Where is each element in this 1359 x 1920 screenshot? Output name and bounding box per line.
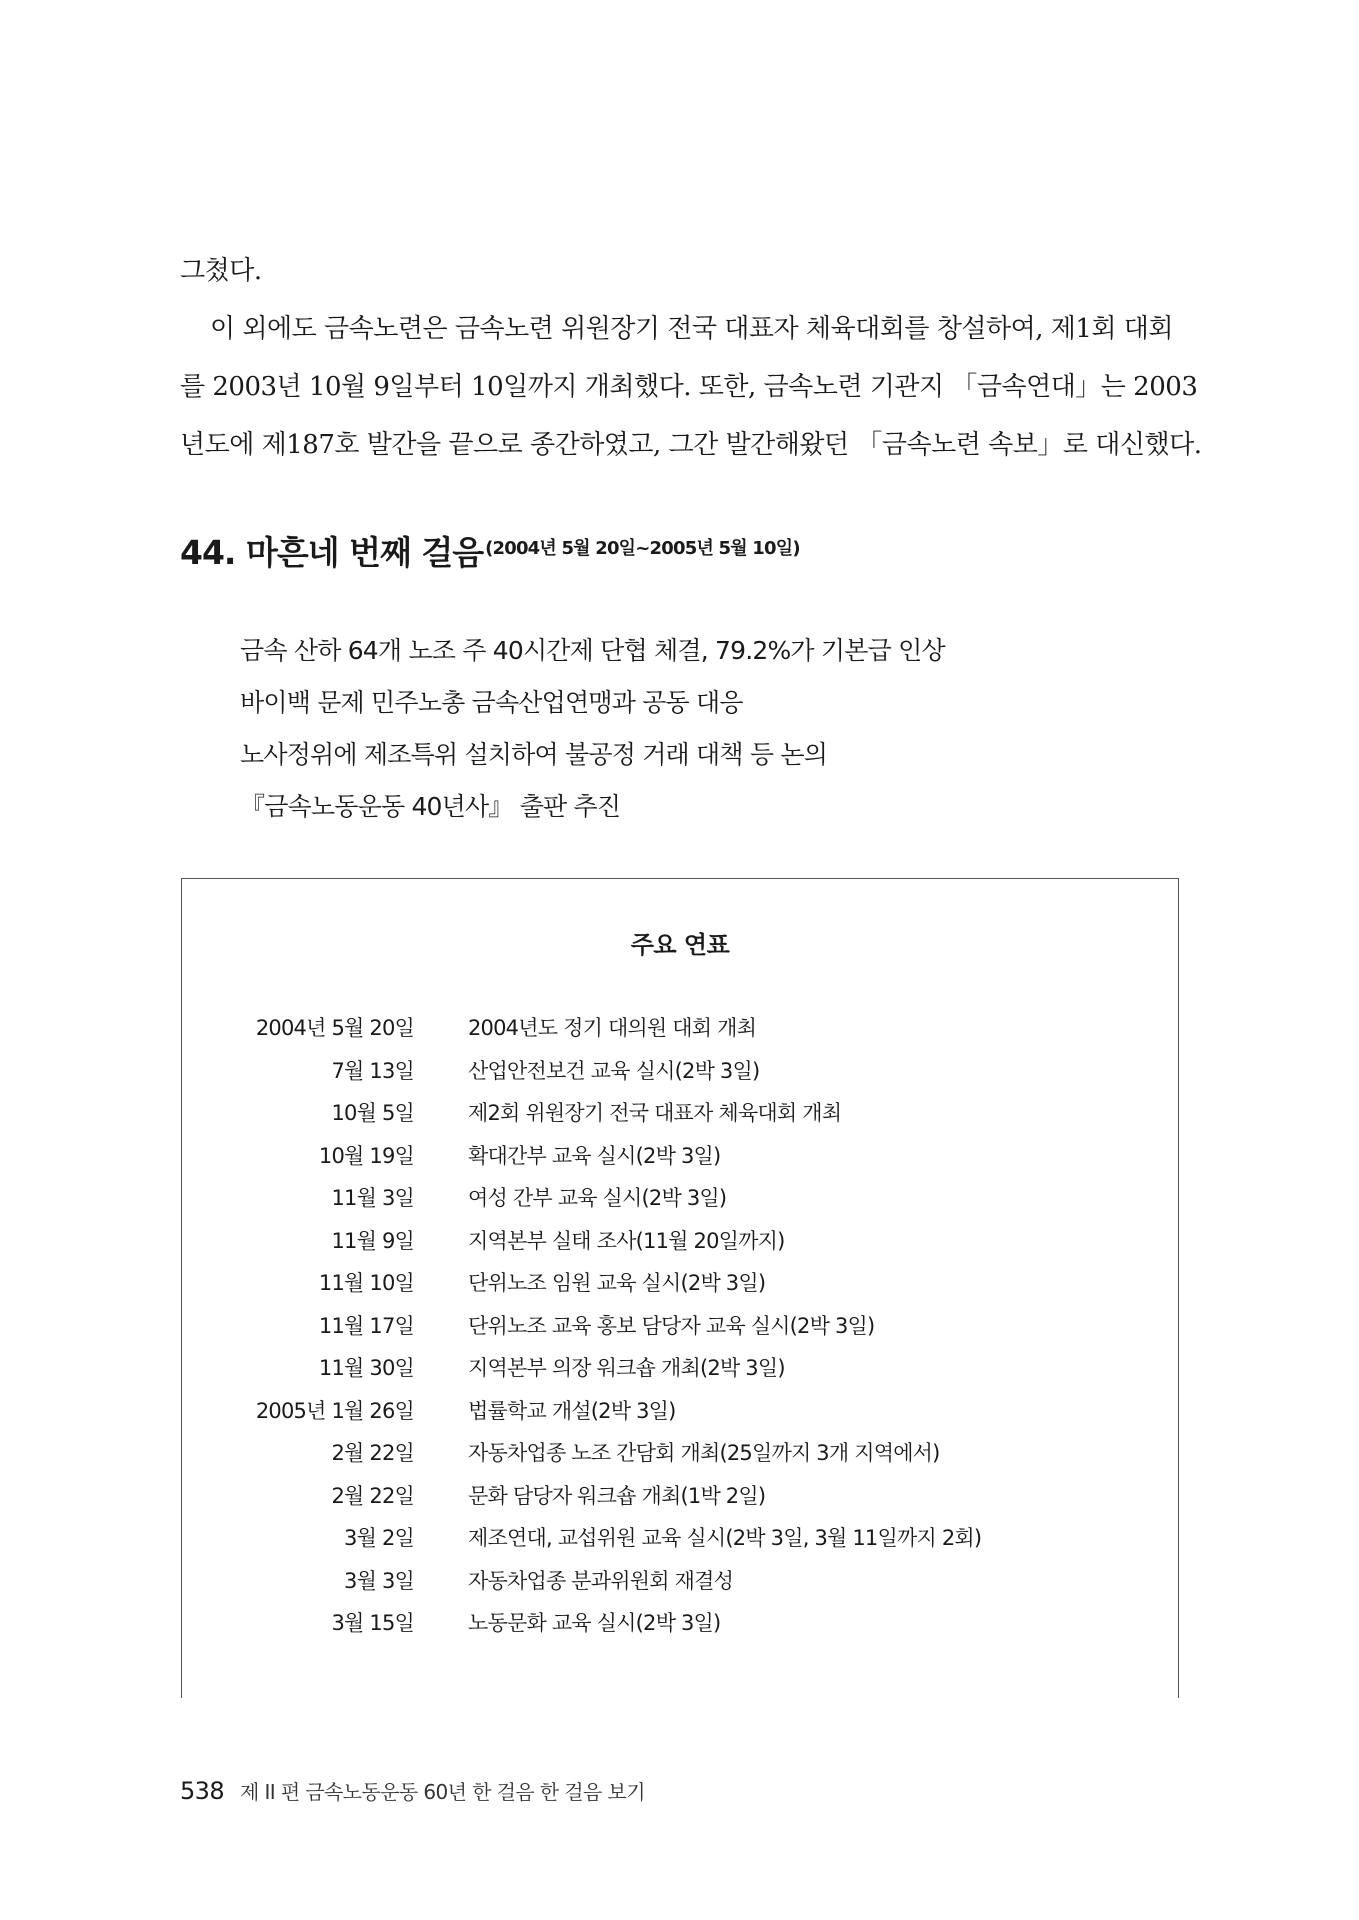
timeline-event: 산업안전보건 교육 실시(2박 3일) (468, 1058, 760, 1083)
timeline-event: 2004년도 정기 대의원 대회 개최 (468, 1016, 757, 1040)
timeline-event: 법률학교 개설(2박 3일) (468, 1398, 676, 1423)
timeline-row (182, 1220, 1178, 1263)
timeline-event: 단위노조 임원 교육 실시(2박 3일) (468, 1271, 766, 1295)
timeline-event: 노동문화 교육 실시(2박 3일) (468, 1611, 721, 1635)
paragraph-line: 를 2003년 10월 9일부터 10일까지 개최했다. 또한, 금속노련 기관지 「금속연대」는 2003 (180, 372, 1198, 402)
timeline-box (181, 878, 1179, 1698)
summary-list (240, 625, 945, 833)
timeline-event: 자동차업종 분과위원회 재결성 (468, 1568, 734, 1593)
timeline-row (182, 1475, 1178, 1518)
timeline-row (182, 1135, 1178, 1178)
body-paragraph (180, 242, 1202, 474)
timeline-date: 2004년 5월 20일 (255, 1016, 414, 1040)
timeline-event: 단위노조 교육 홍보 담당자 교육 실시(2박 3일) (468, 1313, 875, 1338)
timeline-row (182, 1432, 1178, 1475)
timeline-title: 주요 연표 (630, 931, 730, 959)
paragraph-line: 년도에 제187호 발간을 끝으로 종간하였고, 그간 발간해왔던 「금속노련 속보」로 대신했다. (180, 430, 1202, 460)
timeline-date: 2005년 1월 26일 (255, 1398, 414, 1423)
timeline-row (182, 1177, 1178, 1220)
timeline-date: 10월 5일 (331, 1101, 414, 1125)
timeline-date: 11월 30일 (318, 1356, 414, 1380)
running-footer-title: 제 II 편 금속노동운동 60년 한 걸음 한 걸음 보기 (240, 1780, 645, 1804)
paragraph-line: 이 외에도 금속노련은 금속노련 위원장기 전국 대표자 체육대회를 창설하여, 제1회 대회 (210, 314, 1174, 344)
page-number: 538 (180, 1777, 225, 1805)
paragraph-line: 그쳤다. (180, 256, 262, 286)
timeline-event: 자동차업종 노조 간담회 개최(25일까지 3개 지역에서) (468, 1441, 940, 1465)
timeline-row (182, 1517, 1178, 1560)
timeline-row (182, 1602, 1178, 1645)
timeline-row (182, 1092, 1178, 1135)
section-period: (2004년 5월 20일~2005년 5월 10일) (485, 538, 800, 559)
timeline-date: 3월 15일 (331, 1611, 414, 1635)
timeline-date: 2월 22일 (331, 1441, 414, 1465)
timeline-row (182, 1007, 1178, 1050)
timeline-date: 2월 22일 (331, 1483, 414, 1508)
timeline-date: 11월 3일 (331, 1186, 414, 1210)
section-title: 44. 마흔네 번째 걸음 (180, 533, 484, 572)
timeline-date: 11월 10일 (318, 1271, 414, 1295)
timeline-row (182, 1305, 1178, 1348)
timeline-event: 여성 간부 교육 실시(2박 3일) (468, 1186, 727, 1210)
timeline-date: 7월 13일 (331, 1058, 414, 1083)
timeline-event: 확대간부 교육 실시(2박 3일) (468, 1143, 721, 1168)
timeline-row (182, 1347, 1178, 1390)
page-footer (180, 1776, 645, 1805)
timeline-row (182, 1560, 1178, 1603)
timeline-date: 3월 2일 (344, 1526, 414, 1550)
timeline-event: 제조연대, 교섭위원 교육 실시(2박 3일, 3월 11일까지 2회) (468, 1526, 982, 1550)
timeline-date: 3월 3일 (344, 1568, 414, 1593)
section-heading (180, 527, 800, 574)
timeline-date: 11월 9일 (331, 1228, 414, 1253)
timeline-table (182, 1007, 1178, 1645)
timeline-row (182, 1262, 1178, 1305)
summary-item: 『금속노동운동 40년사』 출판 추진 (240, 792, 621, 821)
timeline-date: 11월 17일 (318, 1313, 414, 1338)
timeline-event: 제2회 위원장기 전국 대표자 체육대회 개최 (468, 1101, 842, 1125)
timeline-row (182, 1050, 1178, 1093)
timeline-event: 지역본부 실태 조사(11월 20일까지) (468, 1228, 785, 1253)
summary-item: 바이백 문제 민주노총 금속산업연맹과 공동 대응 (240, 688, 743, 717)
timeline-event: 지역본부 의장 워크숍 개최(2박 3일) (468, 1356, 785, 1380)
summary-item: 금속 산하 64개 노조 주 40시간제 단협 체결, 79.2%가 기본급 인상 (240, 636, 945, 665)
timeline-event: 문화 담당자 워크숍 개최(1박 2일) (468, 1483, 766, 1508)
timeline-row (182, 1390, 1178, 1433)
timeline-date: 10월 19일 (318, 1143, 414, 1168)
summary-item: 노사정위에 제조특위 설치하여 불공정 거래 대책 등 논의 (240, 740, 828, 769)
